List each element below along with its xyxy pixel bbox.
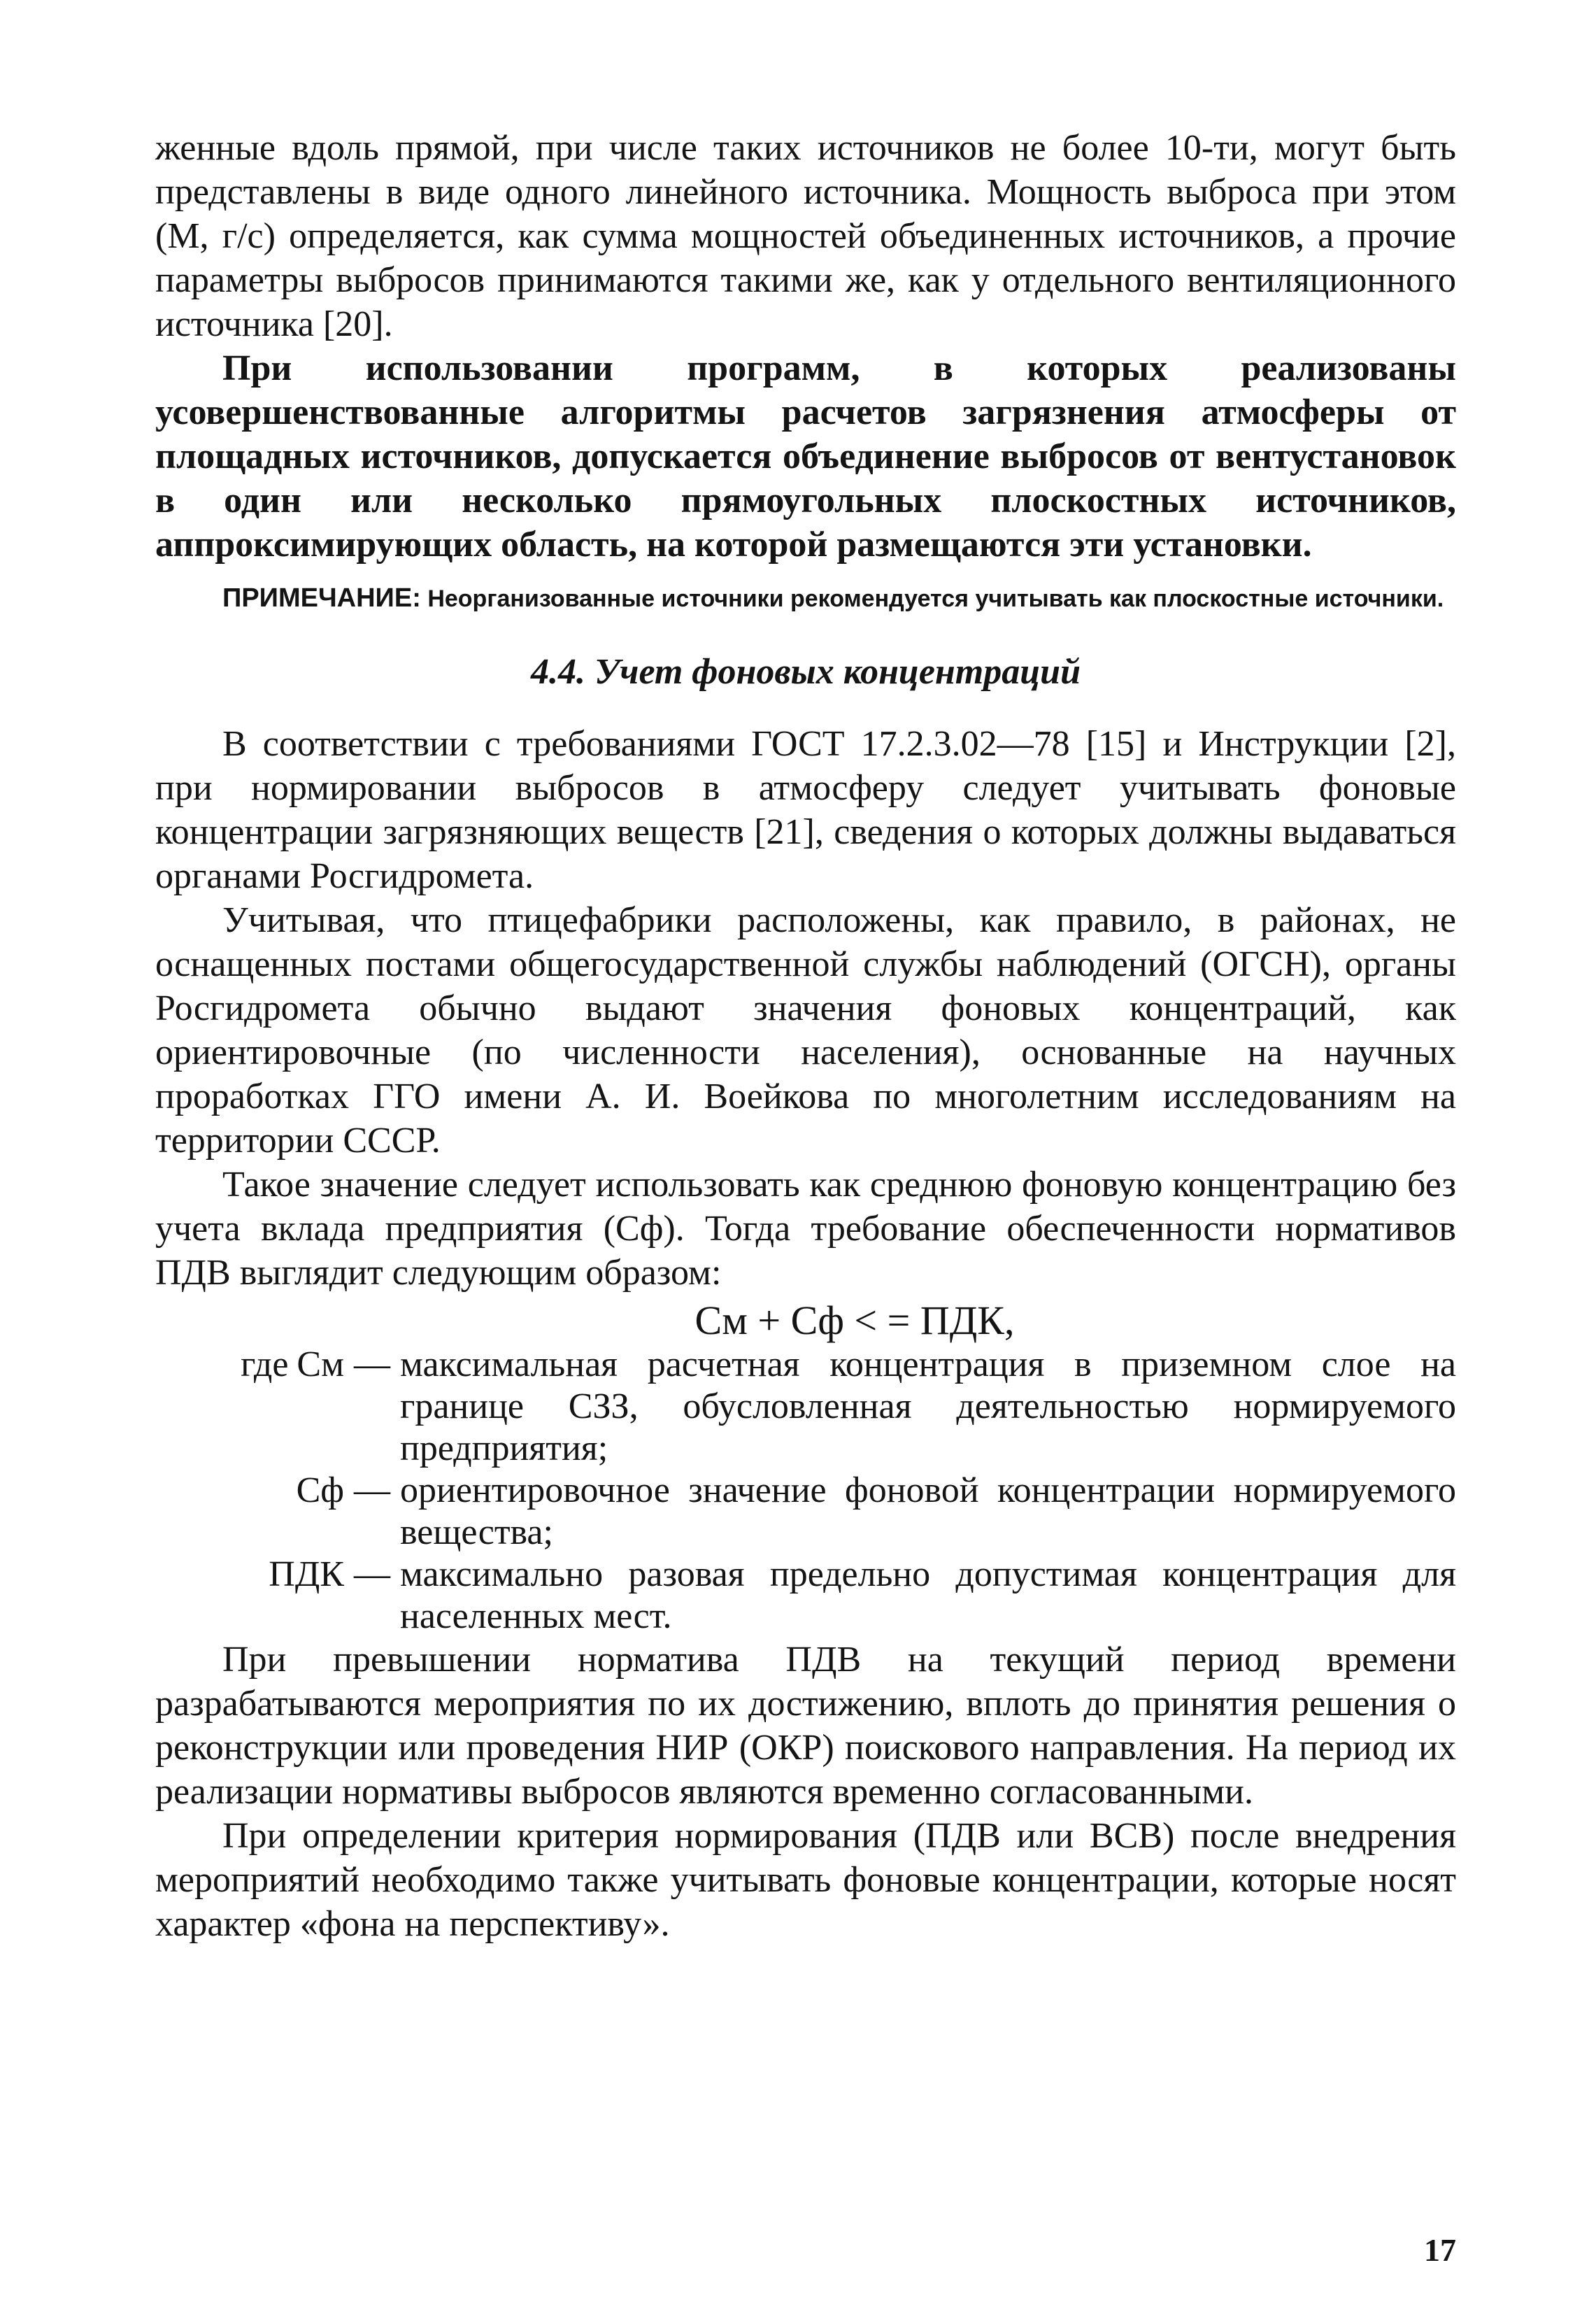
definitions-table [155, 1344, 1456, 1638]
definition-symbol: См [297, 1344, 344, 1384]
definition-text: максимальная расчетная концентрация в приземном слое на границе СЗЗ, обусловленная деятельностью нормируемого предприятия; [400, 1344, 1456, 1468]
definition-row [155, 1554, 1456, 1638]
paragraph-area-sources: При использовании программ, в которых реализованы усовершенствованные алгоритмы расчетов загрязнения атмосферы от площадных источников, допускается объединение выбросов от вентустановок в один или несколько прямоугольных плоскостных источников, аппроксимирующих область, на которой размещаются эти установки. [155, 348, 1456, 565]
section-title: Учет фоновых концентраций [594, 652, 1081, 692]
paragraph-requirement: Такое значение следует использовать как среднюю фоновую концентрацию без учета вклада предприятия (Сф). Тогда требование обеспеченности нормативов ПДВ выглядит следующим образом: [155, 1165, 1456, 1293]
definition-symbol: Сф [296, 1470, 344, 1510]
note-text: Неорганизованные источники рекомендуется учитывать как плоскостные источники. [427, 585, 1444, 612]
section-heading [155, 650, 1456, 694]
paragraph-criteria: При определении критерия нормирования (ПДВ или ВСВ) после внедрения мероприятий необходимо также учитывать фоновые концентрации, которые носят характер «фона на перспективу». [155, 1816, 1456, 1944]
paragraph-continued: женные вдоль прямой, при числе таких источников не более 10-ти, могут быть представлены в виде одного линейного источника. Мощность выброса при этом (М, г/с) определяется, как сумма мощностей объединенных источников, а прочие параметры выбросов принимаются такими же, как у отдельного вентиляционного источника [20]. [155, 128, 1456, 344]
definition-row [155, 1344, 1456, 1470]
definition-symbol-cell [155, 1344, 344, 1470]
paragraph-poultry-farms: Учитывая, что птицефабрики расположены, как правило, в районах, не оснащенных постами общегосударственной службы наблюдений (ОГСН), органы Росгидромета обычно выдают значения фоновых концентраций, как ориентировочные (по численности населения), основанные на научных проработках ГГО имени А. И. Воейкова по многолетним исследованиям на территории СССР. [155, 900, 1456, 1160]
paragraph-exceedance: При превышении норматива ПДВ на текущий период времени разрабатываются мероприятия по их достижению, вплоть до принятия решения о реконструкции или проведения НИР (ОКР) поискового направления. На период их реализации нормативы выбросов являются временно согласованными. [155, 1640, 1456, 1812]
definition-dash: — [354, 1554, 390, 1594]
document-page [155, 126, 1456, 2268]
section-number: 4.4. [530, 652, 585, 692]
where-label: где [241, 1344, 289, 1384]
note-label: ПРИМЕЧАНИЕ: [222, 583, 421, 613]
definition-row [155, 1470, 1456, 1554]
definition-dash: — [354, 1344, 390, 1384]
formula: См + Сф < = ПДК, [694, 1298, 1015, 1343]
note [155, 581, 1456, 616]
definition-text: ориентировочное значение фоновой концентрации нормируемого вещества; [400, 1470, 1456, 1552]
definition-text: максимально разовая предельно допустимая концентрация для населенных мест. [400, 1554, 1456, 1636]
definition-dash: — [354, 1470, 390, 1510]
paragraph-gost: В соответствии с требованиями ГОСТ 17.2.3.02—78 [15] и Инструкции [2], при нормировании выбросов в атмосферу следует учитывать фоновые концентрации загрязняющих веществ [21], сведения о которых должны выдаваться органами Росгидромета. [155, 724, 1456, 896]
page-number: 17 [1424, 2232, 1456, 2268]
definition-symbol: ПДК [269, 1554, 344, 1594]
